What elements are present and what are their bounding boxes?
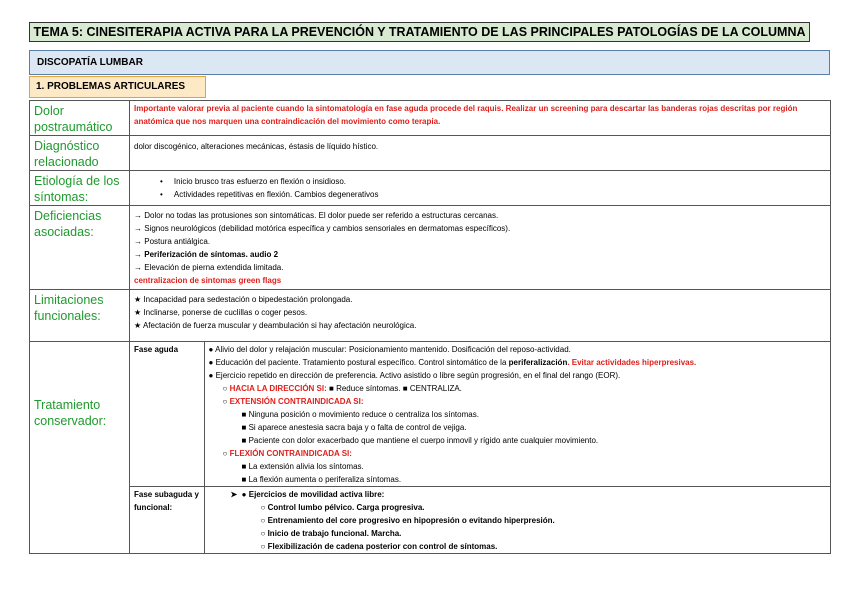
square-bullet-icon: ■ [241,436,247,445]
square-bullet-icon: ■ [241,410,247,419]
row-deficiencias [30,206,831,290]
circle-bullet-icon: ○ [222,384,228,393]
arrow-right-icon: → [134,224,142,233]
cell-fase-aguda [204,342,830,487]
list-item: ● Alivio del dolor y relajación muscular: Posicionamiento mantenido. Dosificación del reposo-actividad. [208,345,571,354]
row-fase-subaguda [130,487,830,554]
row-dolor [30,101,831,136]
text-dolor: Importante valorar previa al paciente cuando la sintomatología en fase aguda procede del raquis. Realizar un screening para descartar las banderas rojas descritas por región anatómica que nos marquen una contraindicación del movimiento como terapia. [130,101,831,136]
cell-deficiencias [130,206,831,290]
list-item: ■ Ninguna posición o movimiento reduce o centraliza los síntomas. [241,410,479,419]
bullet-icon: ● [208,345,214,354]
list-item: ➤ ● Ejercicios de movilidad activa libre: [230,490,385,499]
list-item: → Postura antiálgica. [134,237,211,246]
star-icon: ★ [134,295,142,304]
label-limitaciones: Limitaciones funcionales: [30,290,130,342]
arrow-right-icon: → [134,250,142,259]
list-item: ○ HACIA LA DIRECCIÓN SI: ■ Reduce síntomas. ■ CENTRALIZA. [222,384,462,393]
list-item: → Dolor no todas las protusiones son sintomáticas. El dolor puede ser referido a estructuras cercanas. [134,211,499,220]
content-table [29,100,831,554]
label-fase-aguda: Fase aguda [130,342,204,487]
label-dolor: Dolor postraumático [30,101,130,136]
list-item: ○ Inicio de trabajo funcional. Marcha. [260,529,402,538]
arrowhead-icon: ➤ [230,490,238,499]
square-bullet-icon: ■ [241,423,247,432]
bullet-icon: ● [208,371,214,380]
circle-bullet-icon: ○ [222,397,228,406]
list-item: ● Ejercicio repetido en dirección de preferencia. Activo asistido o libre según progresión, en el final del rango (EOR). [208,371,621,380]
list-item: → Elevación de pierna extendida limitada. [134,263,284,272]
circle-bullet-icon: ○ [260,503,266,512]
label-tratamiento: Tratamiento conservador: [30,342,130,554]
list-item: ■ Paciente con dolor exacerbado que mantiene el cuerpo inmovil y rígido ante cualquier movimiento. [241,436,599,445]
circle-bullet-icon: ○ [260,516,266,525]
page-title: TEMA 5: CINESITERAPIA ACTIVA PARA LA PREVENCIÓN Y TRATAMIENTO DE LAS PRINCIPALES PATOLOGÍAS DE LA COLUMNA [29,22,810,42]
label-fase-subaguda: Fase subaguda y funcional: [130,487,204,554]
row-etiologia [30,171,831,206]
square-bullet-icon: ■ [329,384,334,393]
bullet-icon: ● [241,490,247,499]
arrow-right-icon: → [134,237,142,246]
arrow-right-icon: → [134,263,142,272]
row-limitaciones [30,290,831,342]
subsection-header: 1. PROBLEMAS ARTICULARES [29,76,206,98]
list-item: • Actividades repetitivas en flexión. Cambios degenerativos [160,190,379,199]
cell-etiologia [130,171,831,206]
list-item: • Inicio brusco tras esfuerzo en flexión o insidioso. [160,177,347,186]
list-item: ■ La flexión aumenta o periferaliza síntomas. [241,475,402,484]
square-bullet-icon: ■ [241,475,247,484]
treatment-subtable [130,342,830,553]
list-item: ■ La extensión alivia los síntomas. [241,462,364,471]
square-bullet-icon: ■ [241,462,247,471]
text-diagnostico: dolor discogénico, alteraciones mecánicas, éstasis de líquido hístico. [130,136,831,171]
row-diagnostico [30,136,831,171]
list-item: → Signos neurológicos (debilidad motórica específica y cambios sensoriales en dermatomas específicos). [134,224,511,233]
label-etiologia: Etiología de los síntomas: [30,171,130,206]
list-item: ○ Entrenamiento del core progresivo en hipopresión o evitando hiperpresión. [260,516,555,525]
bullet-icon: ● [208,358,214,367]
cell-limitaciones [130,290,831,342]
row-tratamiento [30,342,831,554]
list-item: ○ Control lumbo pélvico. Carga progresiva. [260,503,425,512]
circle-bullet-icon: ○ [260,529,266,538]
list-item: ★ Incapacidad para sedestación o bipedestación prolongada. [134,295,353,304]
label-diagnostico: Diagnóstico relacionado [30,136,130,171]
cell-fase-subaguda [204,487,830,554]
section-header: DISCOPATÍA LUMBAR [29,50,830,75]
circle-bullet-icon: ○ [222,449,228,458]
list-item: ○ EXTENSIÓN CONTRAINDICADA SI: [222,397,364,406]
list-item: ○ Flexibilización de cadena posterior con control de síntomas. [260,542,498,551]
star-icon: ★ [134,321,142,330]
list-item: ■ Si aparece anestesia sacra baja y o falta de control de vejiga. [241,423,467,432]
label-deficiencias: Deficiencias asociadas: [30,206,130,290]
list-item: ○ FLEXIÓN CONTRAINDICADA SI: [222,449,352,458]
deficiencias-footer: centralizacion de sintomas green flags [134,276,282,285]
circle-bullet-icon: ○ [260,542,266,551]
list-item: ★ Inclinarse, ponerse de cuclillas o coger pesos. [134,308,308,317]
cell-tratamiento [130,342,831,554]
square-bullet-icon: ■ [402,384,408,393]
list-item: ● Educación del paciente. Tratamiento postural específico. Control sintomático de la periferalización. Evitar actividades hiperpresivas. [208,358,697,367]
list-item: ★ Afectación de fuerza muscular y deambulación si hay afectación neurológica. [134,321,417,330]
star-icon: ★ [134,308,142,317]
row-fase-aguda [130,342,830,487]
arrow-right-icon: → [134,211,142,220]
list-item: → Periferización de síntomas. audio 2 [134,250,279,259]
